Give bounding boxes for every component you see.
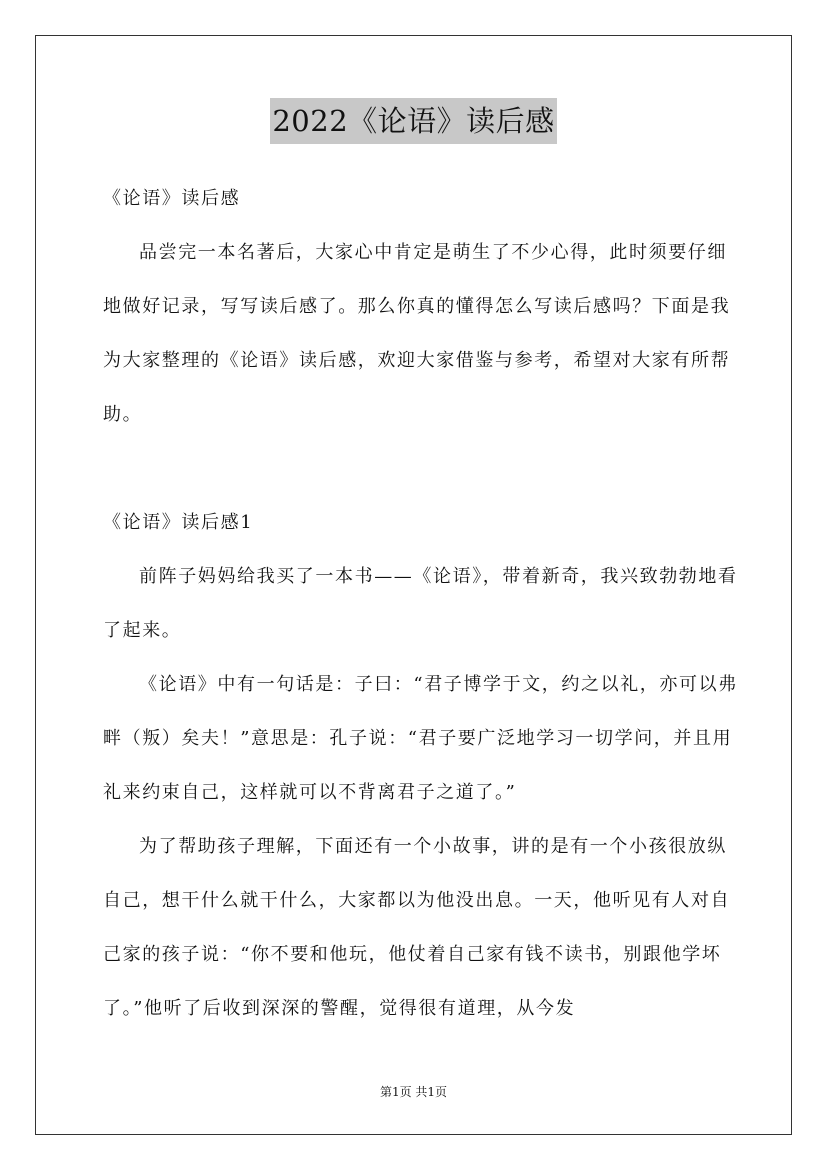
section1-paragraph-2: 《论语》中有一句话是：子曰：“君子博学于文，约之以礼，亦可以弗畔（叛）矣夫！”意思是：孔子说：“君子要广泛地学习一切学问，并且用礼来约束自己，这样就可以不背离君子之道了。”	[103, 674, 738, 803]
page-footer	[0, 1082, 827, 1102]
intro-paragraph: 品尝完一本名著后，大家心中肯定是萌生了不少心得，此时须要仔细地做好记录，写写读后感了。那么你真的懂得怎么写读后感吗？下面是我为大家整理的《论语》读后感，欢迎大家借鉴与参考，希望对大家有所帮助。	[103, 242, 731, 425]
document-body	[103, 172, 743, 1036]
section1-paragraph-3: 为了帮助孩子理解，下面还有一个小故事，讲的是有一个小孩很放纵自己，想干什么就干什么，大家都以为他没出息。一天，他听见有人对自己家的孩子说：“你不要和他玩，他仗着自己家有钱不读书，别跟他学坏了。”他听了后收到深深的警醒，觉得很有道理，从今发	[103, 836, 731, 1019]
intro-heading: 《论语》读后感	[103, 188, 241, 209]
section1-paragraph-1: 前阵子妈妈给我买了一本书——《论语》，带着新奇，我兴致勃勃地看了起来。	[103, 566, 738, 641]
section-spacer	[103, 442, 743, 496]
section1-heading: 《论语》读后感1	[103, 512, 254, 533]
title-container	[0, 98, 827, 144]
document-title: 2022《论语》读后感	[270, 98, 556, 144]
page-number: 第1页 共1页	[379, 1085, 448, 1099]
